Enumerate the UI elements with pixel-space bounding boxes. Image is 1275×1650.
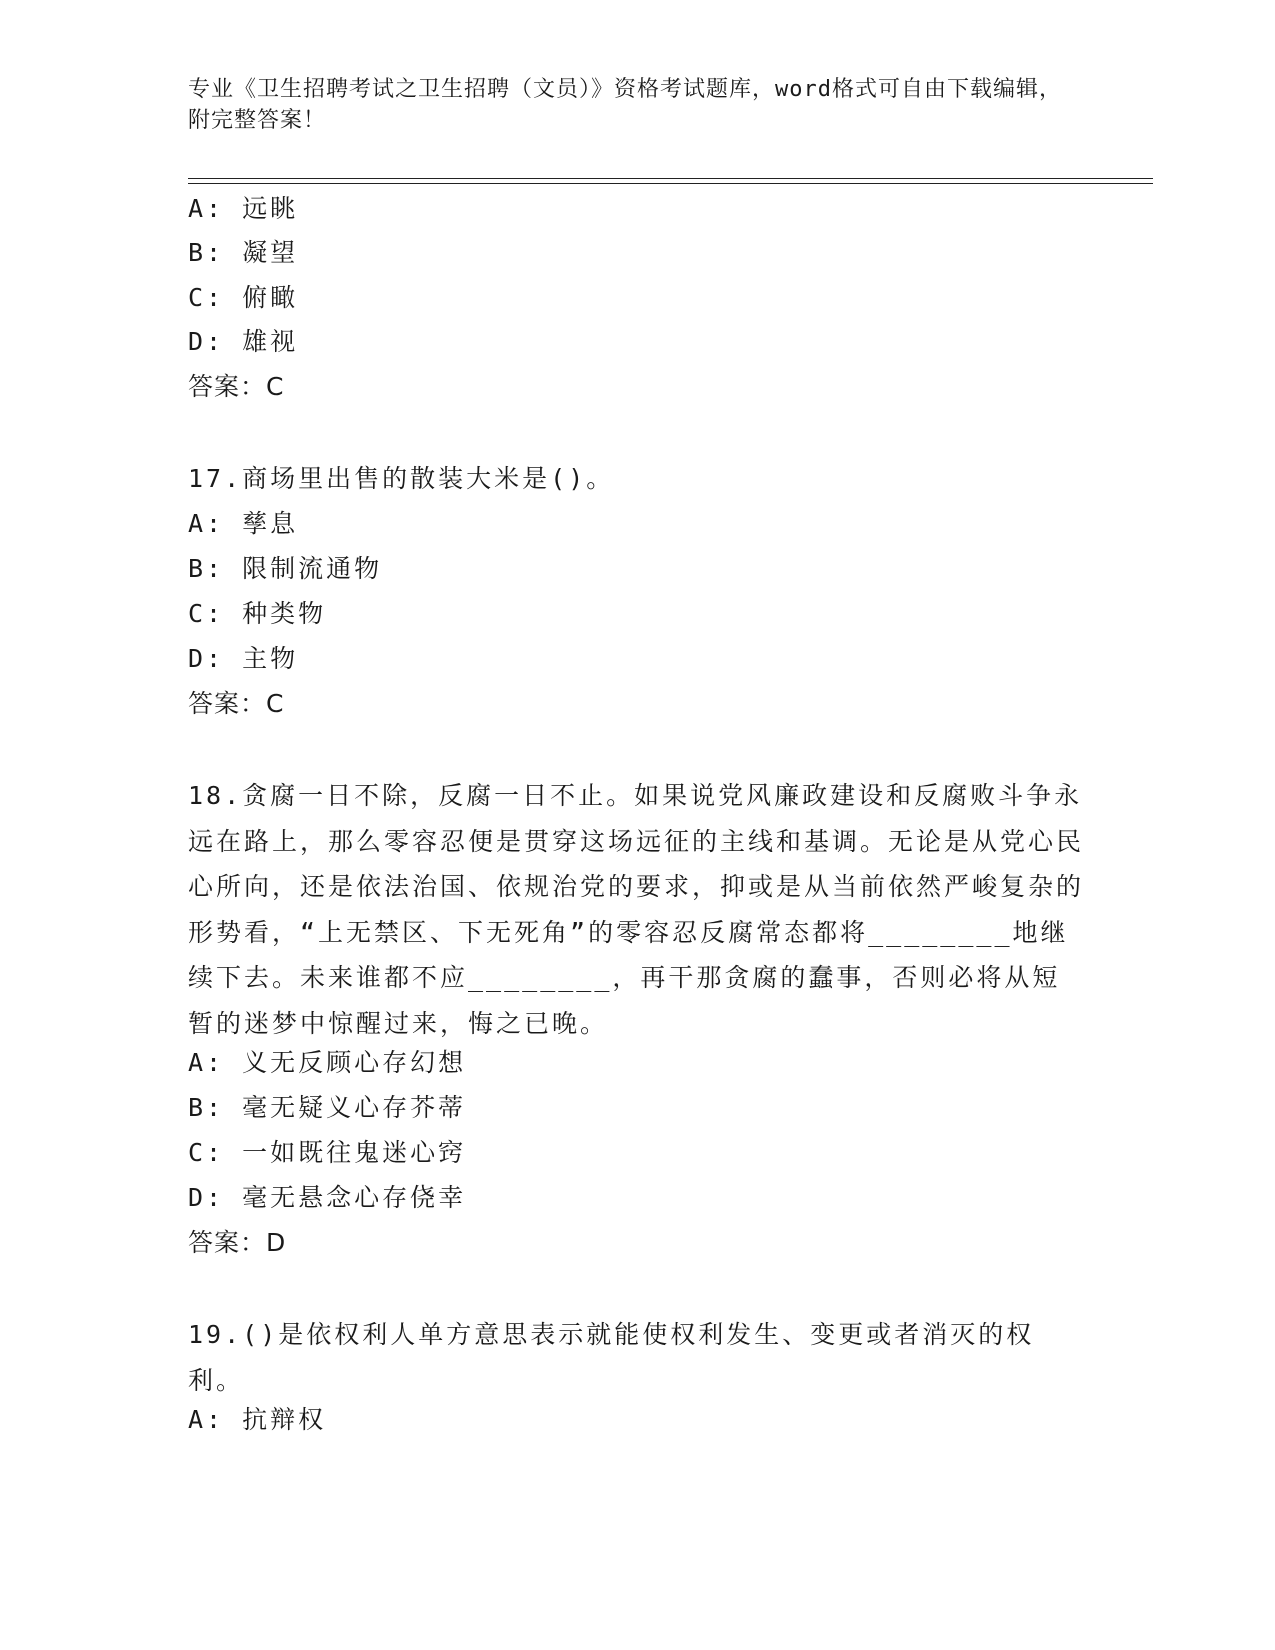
q16-option-b: B: 凝望 — [188, 238, 299, 267]
q17-answer: 答案：C — [188, 689, 285, 718]
q17-option-d: D: 主物 — [188, 644, 299, 673]
q18-option-c: C: 一如既往鬼迷心窍 — [188, 1138, 467, 1167]
q17-option-b: B: 限制流通物 — [188, 554, 383, 583]
q18-option-a: A: 义无反顾心存幻想 — [188, 1048, 467, 1077]
q16-answer: 答案：C — [188, 372, 285, 401]
q18-option-d: D: 毫无悬念心存侥幸 — [188, 1183, 467, 1212]
q19-question: 19.()是依权利人单方意思表示就能使权利发生、变更或者消灭的权利。 — [188, 1320, 1035, 1395]
q17-question: 17.商场里出售的散装大米是()。 — [188, 464, 615, 493]
q16-option-d: D: 雄视 — [188, 327, 299, 356]
q16-option-a: A: 远眺 — [188, 194, 299, 223]
q17-option-c: C: 种类物 — [188, 599, 327, 628]
q16-option-c: C: 俯瞰 — [188, 283, 299, 312]
header-rule-top — [188, 178, 1153, 179]
header-rule-bottom — [188, 183, 1153, 184]
q18-answer: 答案：D — [188, 1228, 287, 1257]
q18-option-b: B: 毫无疑义心存芥蒂 — [188, 1093, 467, 1122]
q18-question: 18.贪腐一日不除，反腐一日不止。如果说党风廉政建设和反腐败斗争永远在路上，那么零容忍便是贯穿这场远征的主线和基调。无论是从党心民心所向，还是依法治国、依规治党的要求，抑或是从当前依然严峻复杂的形势看，“上无禁区、下无死角”的零容忍反腐常态都将________地继续下去。未来谁都不应________，再干那贪腐的蠢事，否则必将从短暂的迷梦中惊醒过来，悔之已晚。 — [188, 781, 1085, 1038]
q17-option-a: A: 孳息 — [188, 509, 299, 538]
document-header: 专业《卫生招聘考试之卫生招聘（文员）》资格考试题库，word格式可自由下载编辑，附完整答案！ — [188, 77, 1062, 133]
q19-option-a: A: 抗辩权 — [188, 1405, 327, 1434]
